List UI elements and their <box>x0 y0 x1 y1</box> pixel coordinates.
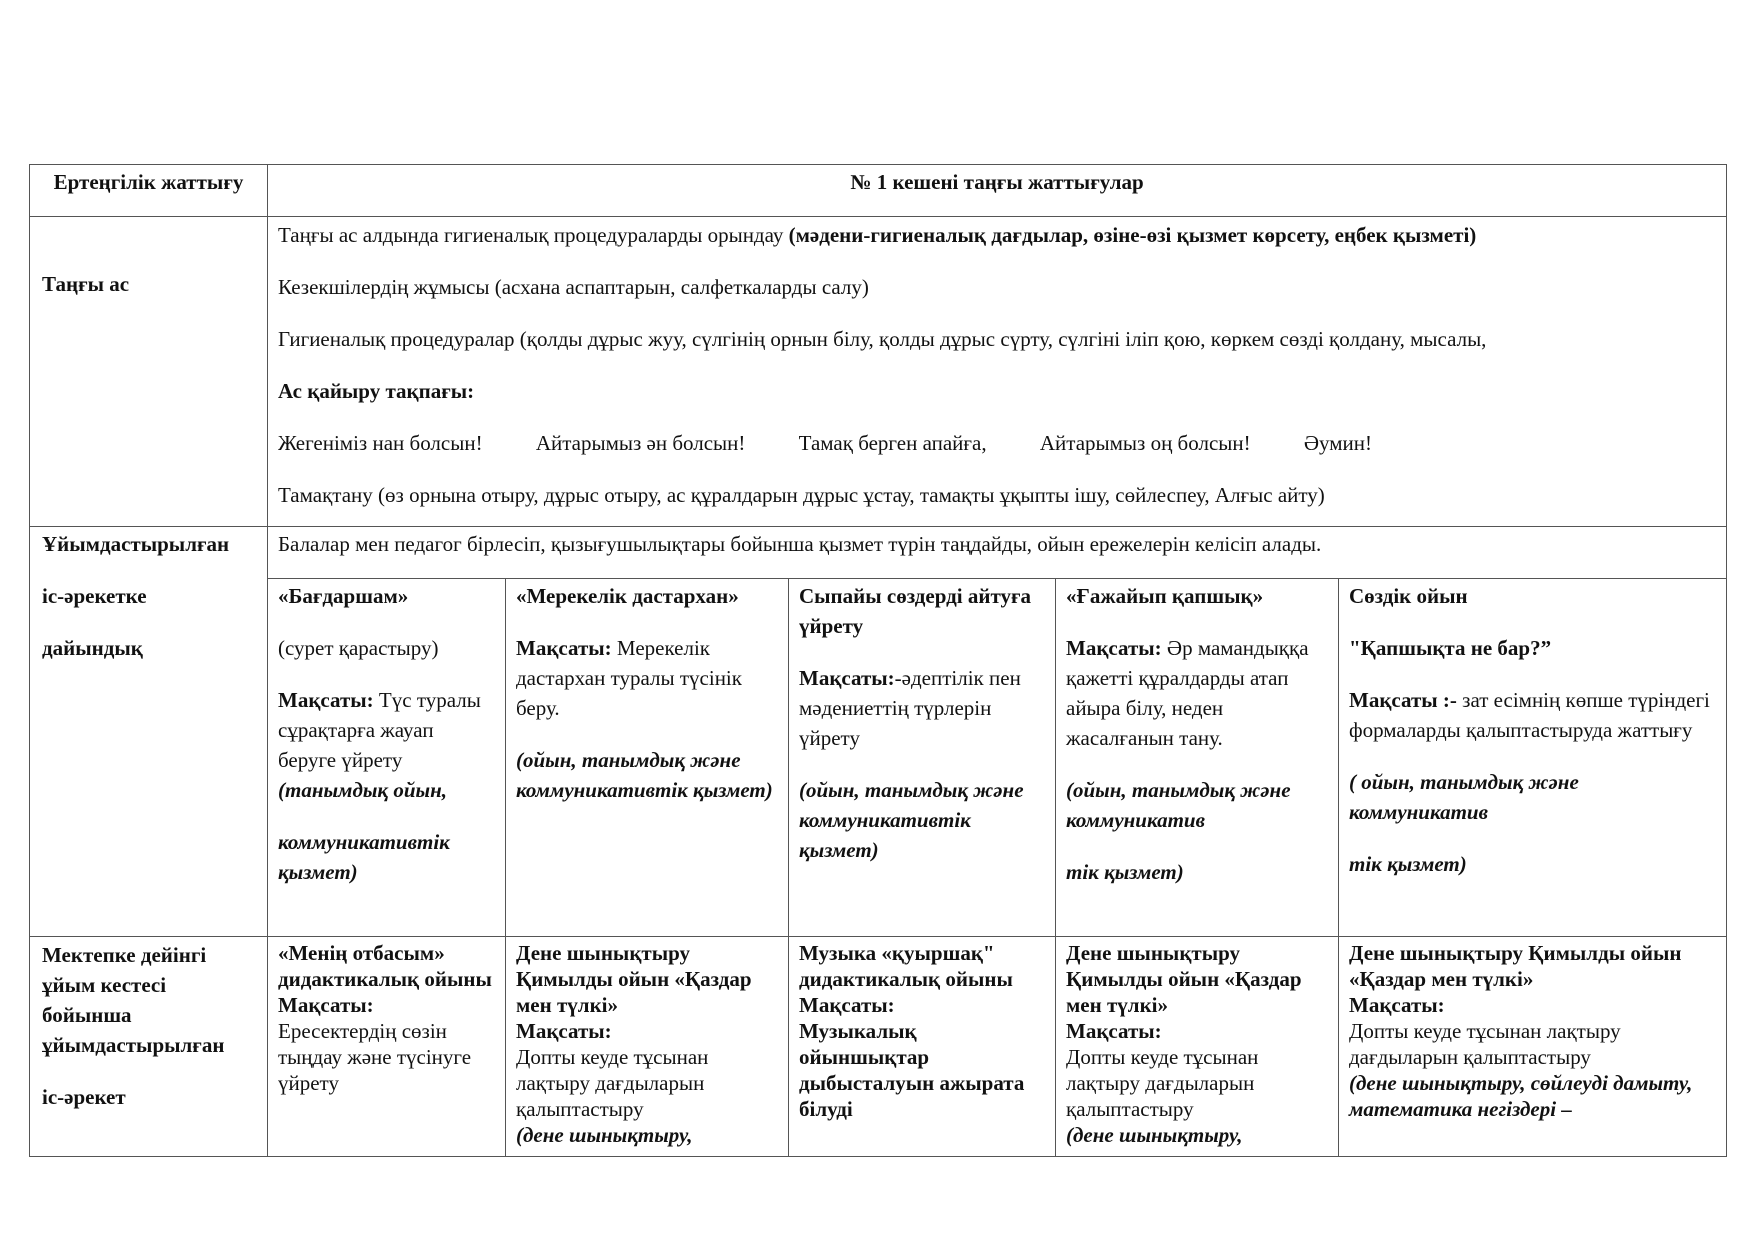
prep-label-line: іс-әрекетке <box>42 584 147 608</box>
schedule-activity-1 <box>268 937 506 1157</box>
prep-intro-row <box>30 527 1727 579</box>
prayer-line: Айтарымыз ән болсын! <box>535 431 746 455</box>
activity-subtitle: (сурет қарастыру) <box>278 636 439 660</box>
activity-type: ( ойын, танымдық және коммуникатив <box>1349 770 1579 824</box>
schedule-label-line: іс-әрекет <box>42 1085 126 1109</box>
activity-subtitle: "Қапшықта не бар?” <box>1349 636 1552 660</box>
goal-label: Мақсаты: <box>278 688 374 712</box>
activity-title: «Мерекелік дастархан» <box>516 584 739 608</box>
goal-label: Мақсаты: <box>516 636 612 660</box>
activity-title: «Менің отбасым» дидактикалық ойыны <box>278 941 492 991</box>
goal-text: Допты кеуде тұсынан лақтыру дағдыларын қалыптастыру <box>1066 1045 1259 1121</box>
header-title-cell: № 1 кешені таңғы жаттығулар <box>268 165 1727 217</box>
prep-activity-2 <box>506 579 789 937</box>
goal-label: Мақсаты: <box>1066 1019 1162 1043</box>
goal-text: -әдептілік пен мәдениеттің түрлерін үйрету <box>799 666 1021 750</box>
prayer-line: Тамақ берген апайға, <box>798 431 987 455</box>
daily-plan-table <box>29 164 1727 1157</box>
breakfast-content <box>268 217 1727 527</box>
activity-type: (дене шынықтыру, <box>516 1123 693 1147</box>
schedule-activity-2 <box>506 937 789 1157</box>
prep-activities-row <box>30 579 1727 937</box>
prayer-line: Әумин! <box>1303 431 1373 455</box>
prayer-lines <box>278 428 1716 458</box>
activity-type: тік қызмет) <box>1349 852 1467 876</box>
breakfast-line-3: Гигиеналық процедуралар (қолды дұрыс жуу, сүлгінің орнын білу, қолды дұрыс сүрту, сүлгіні іліп қою, көркем сөзді қолдану, мысалы, <box>278 327 1487 351</box>
activity-title: Дене шынықтыру Қимылды ойын «Қаздар мен түлкі» <box>516 941 752 1017</box>
prep-label <box>30 527 268 937</box>
header-left-cell: Ертеңгілік жаттығу <box>30 165 268 217</box>
schedule-row <box>30 937 1727 1157</box>
schedule-label <box>30 937 268 1157</box>
activity-type: (дене шынықтыру, сөйлеуді дамыту, математика негіздері – <box>1349 1071 1693 1121</box>
goal-label: Мақсаты: <box>516 1019 612 1043</box>
header-row <box>30 165 1727 217</box>
prep-activity-1 <box>268 579 506 937</box>
goal-text: Мерекелік дастархан туралы түсінік беру. <box>516 636 742 720</box>
goal-text: Ересектердің сөзін тыңдау және түсінуге үйрету <box>278 1019 472 1095</box>
activity-title: Дене шынықтыру Қимылды ойын «Қаздар мен түлкі» <box>1066 941 1302 1017</box>
schedule-activity-5 <box>1339 937 1727 1157</box>
activity-title: Сөздік ойын <box>1349 584 1468 608</box>
goal-label: Мақсаты: <box>1349 993 1445 1017</box>
breakfast-row <box>30 217 1727 527</box>
activity-type: (ойын, танымдық және коммуникативтік қызмет) <box>799 778 1024 862</box>
activity-type: (ойын, танымдық және коммуникатив <box>1066 778 1291 832</box>
goal-label: Мақсаты: <box>1066 636 1162 660</box>
goal-text: Допты кеуде тұсынан лақтыру дағдыларын қалыптастыру <box>1349 1019 1621 1069</box>
prayer-line: Айтарымыз оң болсын! <box>1039 431 1251 455</box>
schedule-label-line: Мектепке дейінгі ұйым кестесі бойынша ұйымдастырылған <box>42 943 225 1057</box>
breakfast-line-2: Кезекшілердің жұмысы (асхана аспаптарын, салфеткаларды салу) <box>278 275 869 299</box>
goal-text: Түс туралы сұрақтарға жауап беруге үйрету <box>278 688 481 772</box>
breakfast-label: Таңғы ас <box>30 217 268 527</box>
prayer-line: Жегеніміз нан болсын! <box>278 431 483 455</box>
goal-label: Мақсаты: <box>799 993 895 1017</box>
goal-text: Әр мамандыққа қажетті құралдарды атап айыра білу, неден жасалғанын тану. <box>1066 636 1309 750</box>
goal-text: Музыкалық ойыншықтар дыбысталуын ажырата білуді <box>799 1019 1025 1121</box>
prep-label-line: Ұйымдастырылған <box>42 532 230 556</box>
activity-type: (дене шынықтыру, <box>1066 1123 1243 1147</box>
goal-label: Мақсаты: <box>799 666 895 690</box>
prep-intro: Балалар мен педагог бірлесіп, қызығушылықтары бойынша қызмет түрін таңдайды, ойын ережелерін келісіп алады. <box>268 527 1727 579</box>
activity-type: коммуникативтік қызмет) <box>278 830 450 884</box>
activity-type: (ойын, танымдық және коммуникативтік қызмет) <box>516 748 773 802</box>
prep-activity-4 <box>1056 579 1339 937</box>
breakfast-line-1-bold: (мәдени-гигиеналық дағдылар, өзіне-өзі қызмет көрсету, еңбек қызметі) <box>788 223 1477 247</box>
prep-label-line: дайындық <box>42 636 143 660</box>
activity-title: «Бағдаршам» <box>278 584 409 608</box>
goal-label: Мақсаты: <box>278 993 374 1017</box>
goal-text: Допты кеуде тұсынан лақтыру дағдыларын қалыптастыру <box>516 1045 709 1121</box>
schedule-activity-3 <box>789 937 1056 1157</box>
activity-type: (танымдық ойын, <box>278 778 447 802</box>
goal-text: зат есімнің көпше түріндегі формаларды қалыптастыруда жаттығу <box>1349 688 1710 742</box>
goal-label: Мақсаты :- <box>1349 688 1457 712</box>
prep-activity-5 <box>1339 579 1727 937</box>
prep-activity-3 <box>789 579 1056 937</box>
schedule-activity-4 <box>1056 937 1339 1157</box>
activity-title: «Ғажайып қапшық» <box>1066 584 1264 608</box>
breakfast-line-1 <box>278 220 1716 250</box>
activity-title: Дене шынықтыру Қимылды ойын «Қаздар мен түлкі» <box>1349 941 1682 991</box>
activity-title: Музыка «қуыршақ" дидактикалық ойыны <box>799 941 1013 991</box>
breakfast-line-1-text: Таңғы ас алдында гигиеналық процедураларды орындау <box>278 223 789 247</box>
activity-type: тік қызмет) <box>1066 860 1184 884</box>
activity-title: Сыпайы сөздерді айтуға үйрету <box>799 584 1032 638</box>
breakfast-line-4: Тамақтану (өз орнына отыру, дұрыс отыру, ас құралдарын дұрыс ұстау, тамақты ұқыпты ішу, сөйлеспеу, Алғыс айту) <box>278 483 1325 507</box>
prayer-title: Ас қайыру тақпағы: <box>278 379 475 403</box>
